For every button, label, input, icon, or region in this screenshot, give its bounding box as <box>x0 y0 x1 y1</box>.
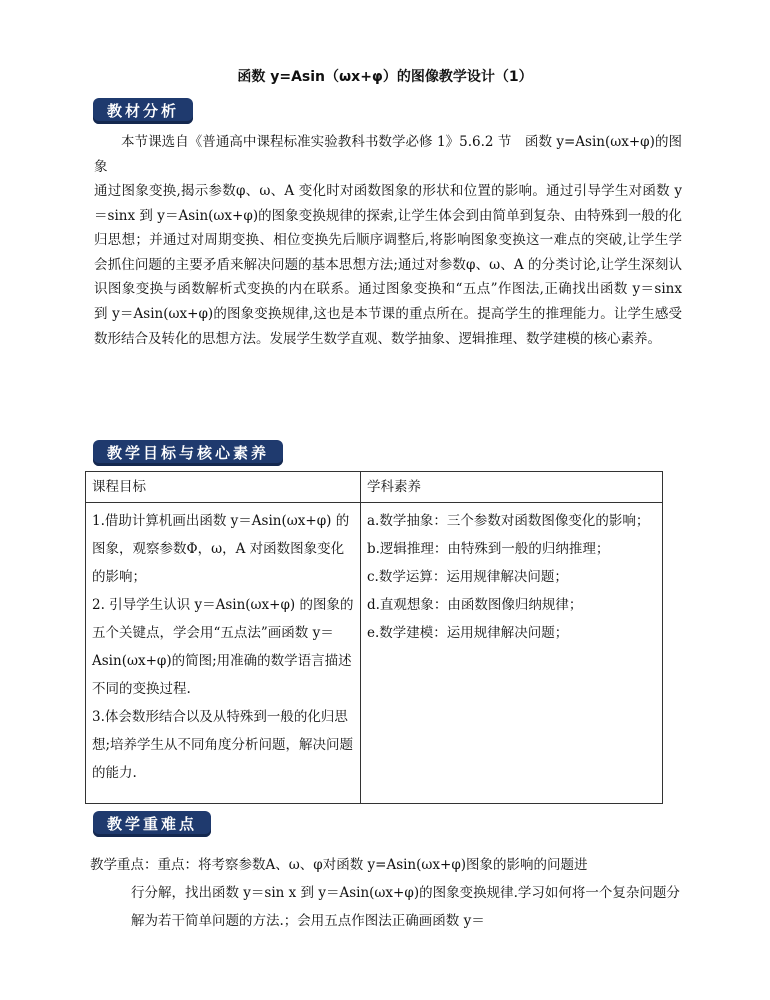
table-header-row <box>86 472 663 503</box>
table-row <box>86 503 663 804</box>
literacy-item: d.直观想象：由函数图像归纳规律； <box>367 597 583 613</box>
core-literacy-cell <box>361 503 663 804</box>
literacy-item: c.数学运算：运用规律解决问题； <box>367 569 568 585</box>
goals-table <box>85 471 663 804</box>
section-heading-keypoints: 教学重难点 <box>93 811 211 837</box>
literacy-item: b.逻辑推理：由特殊到一般的归纳推理； <box>367 541 610 557</box>
document-title: 函数 y=Asin（ωx+φ）的图像教学设计（1） <box>237 69 533 85</box>
literacy-item: e.数学建模：运用规律解决问题； <box>367 625 569 641</box>
column-header-course-goals: 课程目标 <box>86 472 361 503</box>
goal-item: 3.体会数形结合以及从特殊到一般的化归思想;培养学生从不同角度分析问题，解决问题的能力. <box>92 709 354 781</box>
analysis-paragraph-1: 本节课选自《普通高中课程标准实验教科书数学必修 1》5.6.2 节 函数 y=Asin(ωx+φ)的图象 <box>94 134 682 175</box>
goal-item: 2. 引导学生认识 y＝Asin(ωx+φ) 的图象的五个关键点，学会用“五点法”画函数 y＝Asin(ωx+φ)的简图;用准确的数学语言描述不同的变换过程. <box>92 597 354 697</box>
literacy-item: a.数学抽象：三个参数对函数图像变化的影响； <box>367 513 650 529</box>
section-heading-goals: 教学目标与核心素养 <box>93 440 283 466</box>
goal-item: 1.借助计算机画出函数 y＝Asin(ωx+φ) 的图象，观察参数Φ，ω，A 对函数图象变化的影响； <box>92 513 350 585</box>
section-heading-analysis: 教材分析 <box>93 98 193 124</box>
analysis-paragraph-2: 通过图象变换,揭示参数φ、ω、A 变化时对函数图象的形状和位置的影响。通过引导学生对函数 y＝sinx 到 y＝Asin(ωx+φ)的图象变换规律的探索,让学生体会到由简单到复杂、由特殊到一般的化归思想；并通过对周期变换、相位变换先后顺序调整后,将影响图象变换这一难点的突破,让学生学会抓住问题的主要矛盾来解决问题的基本思想方法;通过对参数φ、ω、A 的分类讨论,让学生深刻认识图象变换与函数解析式变换的内在联系。通过图象变换和“五点”作图法,正确找出函数 y＝sinx 到 y＝Asin(ωx+φ)的图象变换规律,这也是本节课的重点所在。提高学生的推理能力。让学生感受数形结合及转化的思想方法。发展学生数学直观、数学抽象、逻辑推理、数学建模的核心素养。 <box>94 183 682 347</box>
column-header-core-literacy: 学科素养 <box>361 472 663 503</box>
keypoints-lead-line: 教学重点：重点：将考察参数A、ω、φ对函数 y=Asin(ωx+φ)图象的影响的问题进 <box>90 857 588 873</box>
keypoints-continuation: 行分解，找出函数 y＝sin x 到 y＝Asin(ωx+φ)的图象变换规律.学习如何将一个复杂问题分解为若干简单问题的方法.；会用五点作图法正确画函数 y＝ <box>131 885 680 929</box>
teaching-keypoints-paragraph <box>90 851 682 935</box>
course-goals-cell <box>86 503 361 804</box>
